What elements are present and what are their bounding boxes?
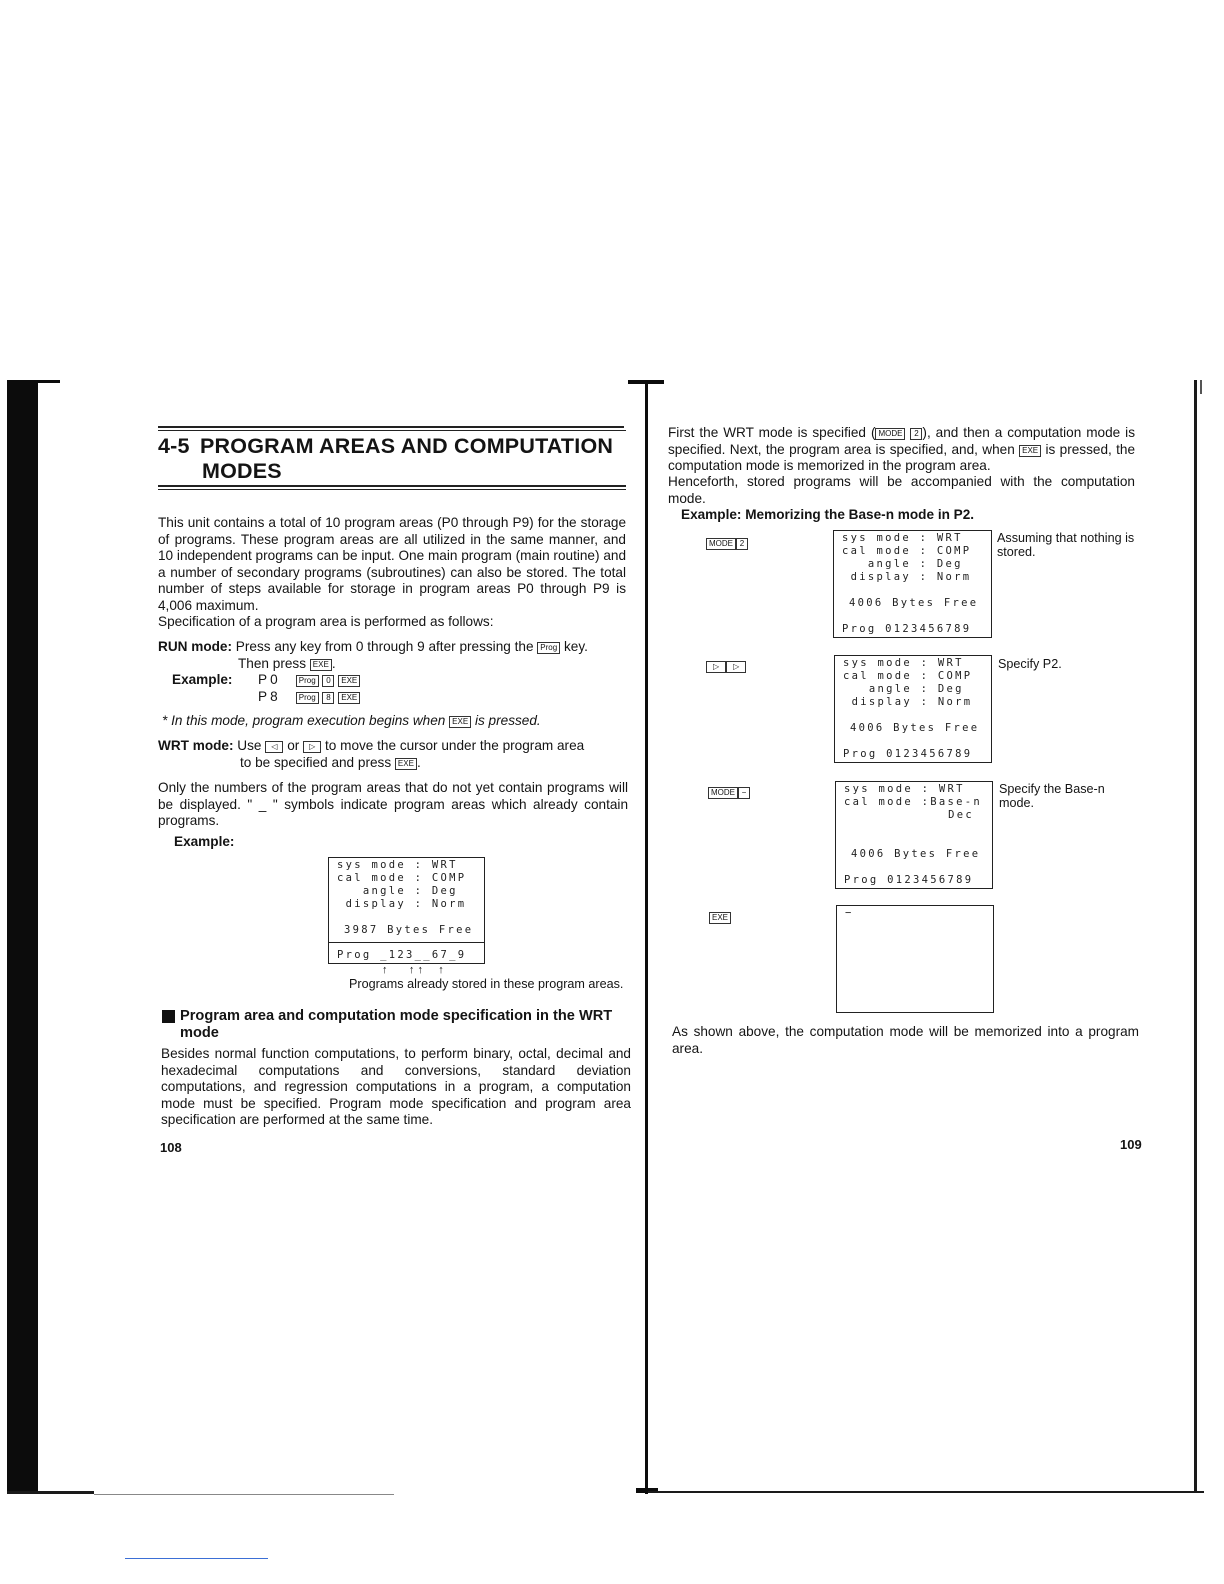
run-example-p8 xyxy=(258,689,360,706)
scan-right-corner xyxy=(1200,380,1202,394)
step3-lcd-row-5: 4006 Bytes Free xyxy=(851,848,981,860)
step1-lcd-row-3: angle : Deg xyxy=(842,558,963,570)
scan-bottom-edge-right xyxy=(648,1491,1204,1493)
step3-lcd-row-2: cal mode :Base-n xyxy=(844,796,982,808)
step2-lcd-row-2: cal mode : COMP xyxy=(843,670,973,682)
step3-keys xyxy=(708,783,750,801)
title-rule-bottom-2 xyxy=(158,489,626,490)
wrt-text-1: to move the cursor under the program area xyxy=(325,738,585,753)
title-rule-top-2 xyxy=(158,430,626,431)
scan-left-edge xyxy=(7,380,38,1494)
step2-lcd-row-6: Prog 0123456789 xyxy=(843,748,973,760)
step2-lcd xyxy=(834,655,992,763)
run-example-p0 xyxy=(258,672,360,689)
p8-exe-key: EXE xyxy=(338,692,360,704)
note-exe-key: EXE xyxy=(449,716,471,728)
step3-note: Specify the Base-n mode. xyxy=(999,782,1105,810)
run-mode-text-2: key. xyxy=(563,639,588,654)
lcd-display-example xyxy=(328,857,485,964)
step2-right-key-1: ▷ xyxy=(706,661,726,673)
wrt-text-2: to be specified and press xyxy=(240,755,392,770)
step4-lcd-cursor: − xyxy=(845,907,854,919)
wrt-or: or xyxy=(287,738,300,753)
step1-lcd-row-4: display : Norm xyxy=(842,571,972,583)
wrt-exe-key: EXE xyxy=(395,758,417,770)
section-title xyxy=(158,434,628,484)
step2-lcd-row-4: display : Norm xyxy=(843,696,973,708)
p0-exe-key: EXE xyxy=(338,675,360,687)
step4-keys xyxy=(709,908,731,926)
run-then-line: Then press EXE . xyxy=(238,656,336,671)
step1-lcd-row-1: sys mode : WRT xyxy=(842,532,963,544)
run-note-text-1: * In this mode, program execution begins when xyxy=(162,713,446,728)
step3-mode-key: MODE xyxy=(708,787,738,799)
step2-keys xyxy=(706,657,746,675)
step1-two-key: 2 xyxy=(736,538,748,550)
p0-label: P0 xyxy=(258,672,281,687)
step1-lcd-row-6: Prog 0123456789 xyxy=(842,623,972,635)
step1-lcd xyxy=(833,530,992,638)
conclusion-paragraph: As shown above, the computation mode will be memorized into a program area. xyxy=(672,1024,1139,1056)
run-mode-line xyxy=(158,639,628,656)
lcd-divider xyxy=(329,942,484,943)
p8-prog-key: Prog xyxy=(296,692,319,704)
step4-lcd xyxy=(836,905,994,1013)
step1-keys xyxy=(706,534,748,552)
step2-lcd-row-3: angle : Deg xyxy=(843,683,964,695)
prog-key: Prog xyxy=(537,642,560,654)
step2-lcd-row-5: 4006 Bytes Free xyxy=(850,722,980,734)
lcd-row-3: angle : Deg xyxy=(337,885,458,897)
spec-line: Specification of a program area is performed as follows: xyxy=(158,614,494,629)
step2-right-key-2: ▷ xyxy=(726,661,746,673)
scan-blue-mark xyxy=(125,1558,268,1559)
step2-lcd-row-1: sys mode : WRT xyxy=(843,657,964,669)
run-note-text-2: is pressed. xyxy=(474,713,541,728)
lcd-row-2: cal mode : COMP xyxy=(337,872,467,884)
step1-note: Assuming that nothing is stored. xyxy=(997,531,1135,559)
bullet-square-icon xyxy=(162,1010,175,1023)
spine-top-mark xyxy=(628,380,664,384)
left-arrow-key: ◁ xyxy=(265,741,283,753)
lcd-row-4: display : Norm xyxy=(337,898,467,910)
p8-label: P8 xyxy=(258,689,281,704)
first-paragraph xyxy=(668,425,1135,475)
step3-lcd-row-6: Prog 0123456789 xyxy=(844,874,974,886)
step1-lcd-row-5: 4006 Bytes Free xyxy=(849,597,979,609)
lcd-caption: Programs already stored in these program areas. xyxy=(349,977,624,991)
intro-paragraph: This unit contains a total of 10 program areas (P0 through P9) for the storage of programs. These program areas are all utilized in the same manner, and 10 independent programs can be input. One main program (main routine) and a number of secondary programs (subroutines) can also be stored. The total number of steps available for storage in program areas P0 through P9 is 4,006 maximum. xyxy=(158,515,626,613)
step1-lcd-row-2: cal mode : COMP xyxy=(842,545,972,557)
only-numbers-paragraph: Only the numbers of the program areas that do not yet contain programs will be displayed. " _ " symbols indicate program areas which already contain programs. xyxy=(158,780,628,829)
run-then-text: Then press xyxy=(238,656,307,671)
henceforth-paragraph: Henceforth, stored programs will be accompanied with the computation mode. xyxy=(668,474,1135,506)
step3-lcd-row-3: Dec xyxy=(836,809,974,821)
subheading xyxy=(180,1008,630,1042)
title-line-1: PROGRAM AREAS AND COMPUTATION xyxy=(200,434,614,458)
section-number: 4-5 xyxy=(158,434,190,458)
wrt-use: Use xyxy=(237,738,262,753)
wrt-mode-line-2: to be specified and press EXE . xyxy=(240,755,421,770)
scan-right-edge xyxy=(1194,380,1197,1491)
first-exe-key: EXE xyxy=(1019,445,1041,457)
first-para-a: First the WRT mode is specified ( xyxy=(668,425,876,440)
book-spine xyxy=(645,382,648,1494)
lcd-row-1: sys mode : WRT xyxy=(337,859,458,871)
wrt-mode-line xyxy=(158,738,628,755)
subheading-line-1: Program area and computation mode specification in the WRT xyxy=(180,1008,613,1024)
page-number-left: 108 xyxy=(160,1140,182,1155)
step3-lcd-row-1: sys mode : WRT xyxy=(844,783,965,795)
p0-digit-key: 0 xyxy=(322,675,334,687)
lcd-row-5: 3987 Bytes Free xyxy=(344,924,474,936)
right-arrow-key: ▷ xyxy=(303,741,321,753)
first-para-b: ), and then a computation mode is specified. Next, the program area is specified, and, when xyxy=(668,425,1135,457)
step2-note: Specify P2. xyxy=(998,657,1062,671)
title-rule-bottom-1 xyxy=(158,485,626,487)
besides-paragraph: Besides normal function computations, to perform binary, octal, decimal and hexadecimal computations and conversions, standard deviation computations, and regression computations in a program, a computation mode must be specified. Program mode specification and program area specification are performed at the same time. xyxy=(161,1046,631,1128)
run-mode-note xyxy=(162,713,628,730)
run-mode-text-1: Press any key from 0 through 9 after pressing the xyxy=(235,639,534,654)
title-line-2: MODES xyxy=(202,459,282,483)
step3-lcd xyxy=(835,781,993,889)
first-para-c: is pressed, the computation mode is memorized in the program area. xyxy=(668,441,1136,474)
example-2-label: Example: xyxy=(174,834,235,849)
step1-mode-key: MODE xyxy=(706,538,736,550)
wrt-mode-label: WRT mode: xyxy=(158,738,234,753)
lcd-arrow-marks: ↑ ↑ ↑ ↑ xyxy=(382,964,444,976)
p0-prog-key: Prog xyxy=(296,675,319,687)
step4-exe-key: EXE xyxy=(709,912,731,924)
right-example-heading: Example: Memorizing the Base-n mode in P2. xyxy=(681,507,975,522)
first-mode-key: MODE xyxy=(875,428,905,440)
page-number-right: 109 xyxy=(1120,1137,1142,1152)
title-rule-top-1 xyxy=(158,426,624,428)
run-mode-label: RUN mode: xyxy=(158,639,233,654)
scan-left-corner xyxy=(38,380,60,383)
lcd-row-6: Prog _123__67_9 xyxy=(337,949,467,961)
subheading-line-2: mode xyxy=(180,1025,219,1041)
scan-bottom-line-left xyxy=(94,1494,394,1495)
step3-minus-key: − xyxy=(738,787,750,799)
exe-key: EXE xyxy=(310,659,332,671)
scan-bottom-edge-left xyxy=(7,1491,94,1494)
p8-digit-key: 8 xyxy=(322,692,334,704)
run-example-label: Example: xyxy=(172,672,233,687)
first-two-key: 2 xyxy=(910,428,922,440)
